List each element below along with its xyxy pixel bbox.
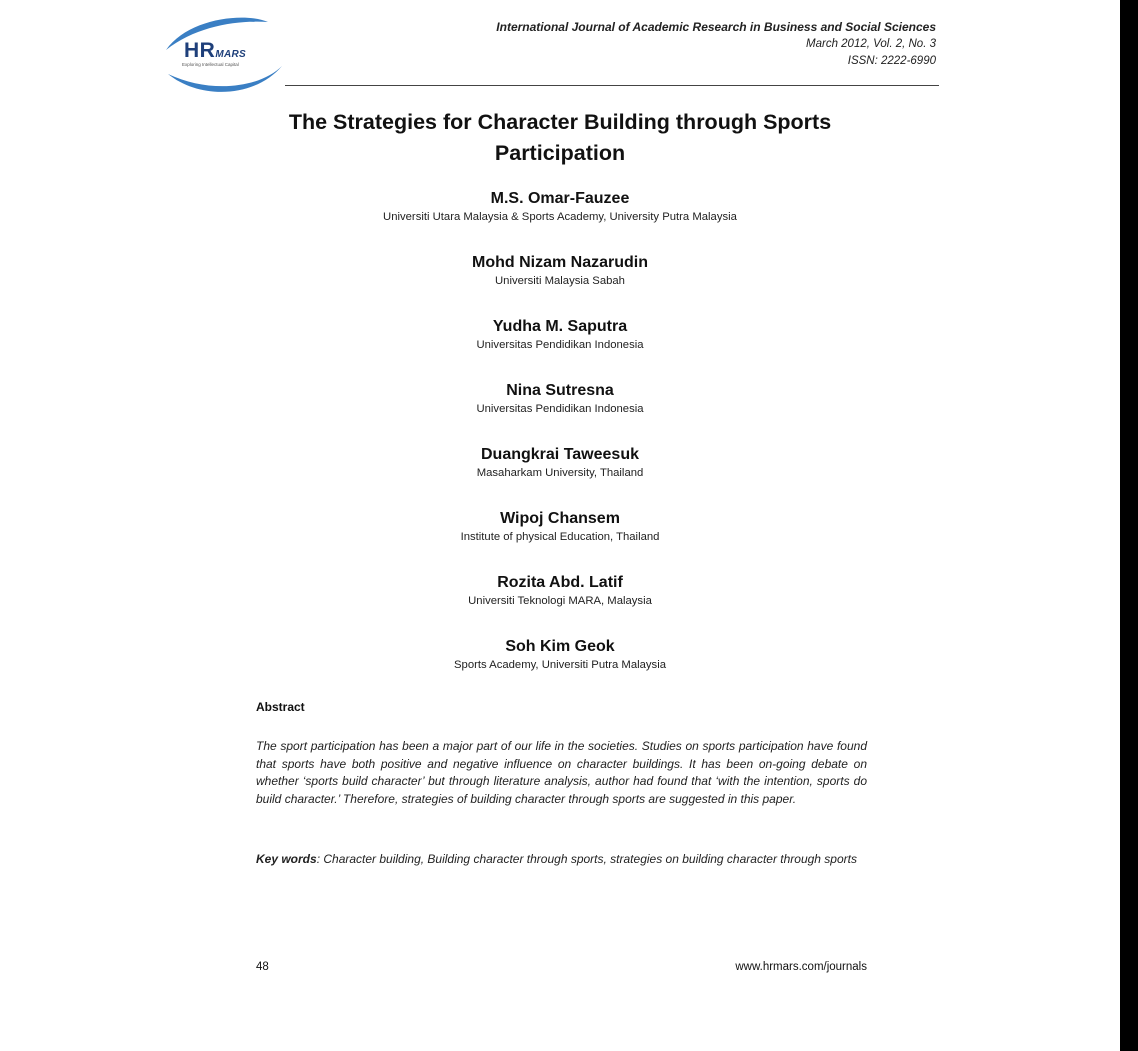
author-affiliation: Universitas Pendidikan Indonesia <box>476 403 644 415</box>
author-affiliation: Universiti Teknologi MARA, Malaysia <box>468 595 652 607</box>
header-divider <box>285 85 939 86</box>
author-block <box>240 253 880 317</box>
hrmars-logo <box>160 16 285 96</box>
keywords <box>256 851 867 869</box>
author-name: Wipoj Chansem <box>500 510 620 527</box>
logo-brand-sub: MARS <box>215 49 246 60</box>
author-affiliation: Universitas Pendidikan Indonesia <box>476 339 644 351</box>
author-block <box>240 445 880 509</box>
author-affiliation: Masaharkam University, Thailand <box>476 467 644 479</box>
journal-url: www.hrmars.com/journals <box>735 961 867 973</box>
journal-issue: March 2012, Vol. 2, No. 3 <box>806 38 936 50</box>
author-block <box>240 317 880 381</box>
logo-brand: HRMARS <box>184 39 246 62</box>
journal-name: International Journal of Academic Research in Business and Social Sciences <box>496 20 936 34</box>
abstract-text: The sport participation has been a major part of our life in the societies. Studies on sports participation have found that sports have both positive and negative influence on character buildings. It has been on-going debate on whether ‘sports build character’ but through literature analysis, author had found that ‘with the intention, sports do build character.’ Therefore, strategies of building character through sports are suggested in this paper. <box>256 739 867 806</box>
page-number: 48 <box>256 961 269 973</box>
author-name: Duangkrai Taweesuk <box>481 446 639 463</box>
author-block <box>240 189 880 253</box>
abstract-heading: Abstract <box>256 700 305 714</box>
author-name: Yudha M. Saputra <box>492 318 628 335</box>
author-block <box>240 573 880 637</box>
author-affiliation: Universiti Utara Malaysia & Sports Academy, University Putra Malaysia <box>383 211 737 223</box>
author-block <box>240 637 880 701</box>
author-affiliation: Institute of physical Education, Thailand <box>460 531 660 543</box>
author-name: M.S. Omar-Fauzee <box>490 190 630 207</box>
author-name: Rozita Abd. Latif <box>497 574 623 591</box>
author-affiliation: Sports Academy, Universiti Putra Malaysia <box>454 659 666 671</box>
journal-header <box>496 19 936 70</box>
author-name: Soh Kim Geok <box>505 638 615 655</box>
author-affiliation: Universiti Malaysia Sabah <box>495 275 625 287</box>
keywords-label: Key words <box>256 852 317 866</box>
author-block <box>240 509 880 573</box>
journal-issn: ISSN: 2222-6990 <box>847 55 936 67</box>
keywords-text: : Character building, Building character through sports, strategies on building character through sports <box>316 852 857 866</box>
right-edge-bar <box>1120 0 1138 1051</box>
author-list <box>240 189 880 701</box>
author-name: Nina Sutresna <box>506 382 614 399</box>
paper-title: The Strategies for Character Building through Sports Participation <box>288 110 832 165</box>
author-name: Mohd Nizam Nazarudin <box>471 254 648 271</box>
author-block <box>240 381 880 445</box>
logo-tagline: Exploring Intellectual Capital <box>182 62 239 67</box>
